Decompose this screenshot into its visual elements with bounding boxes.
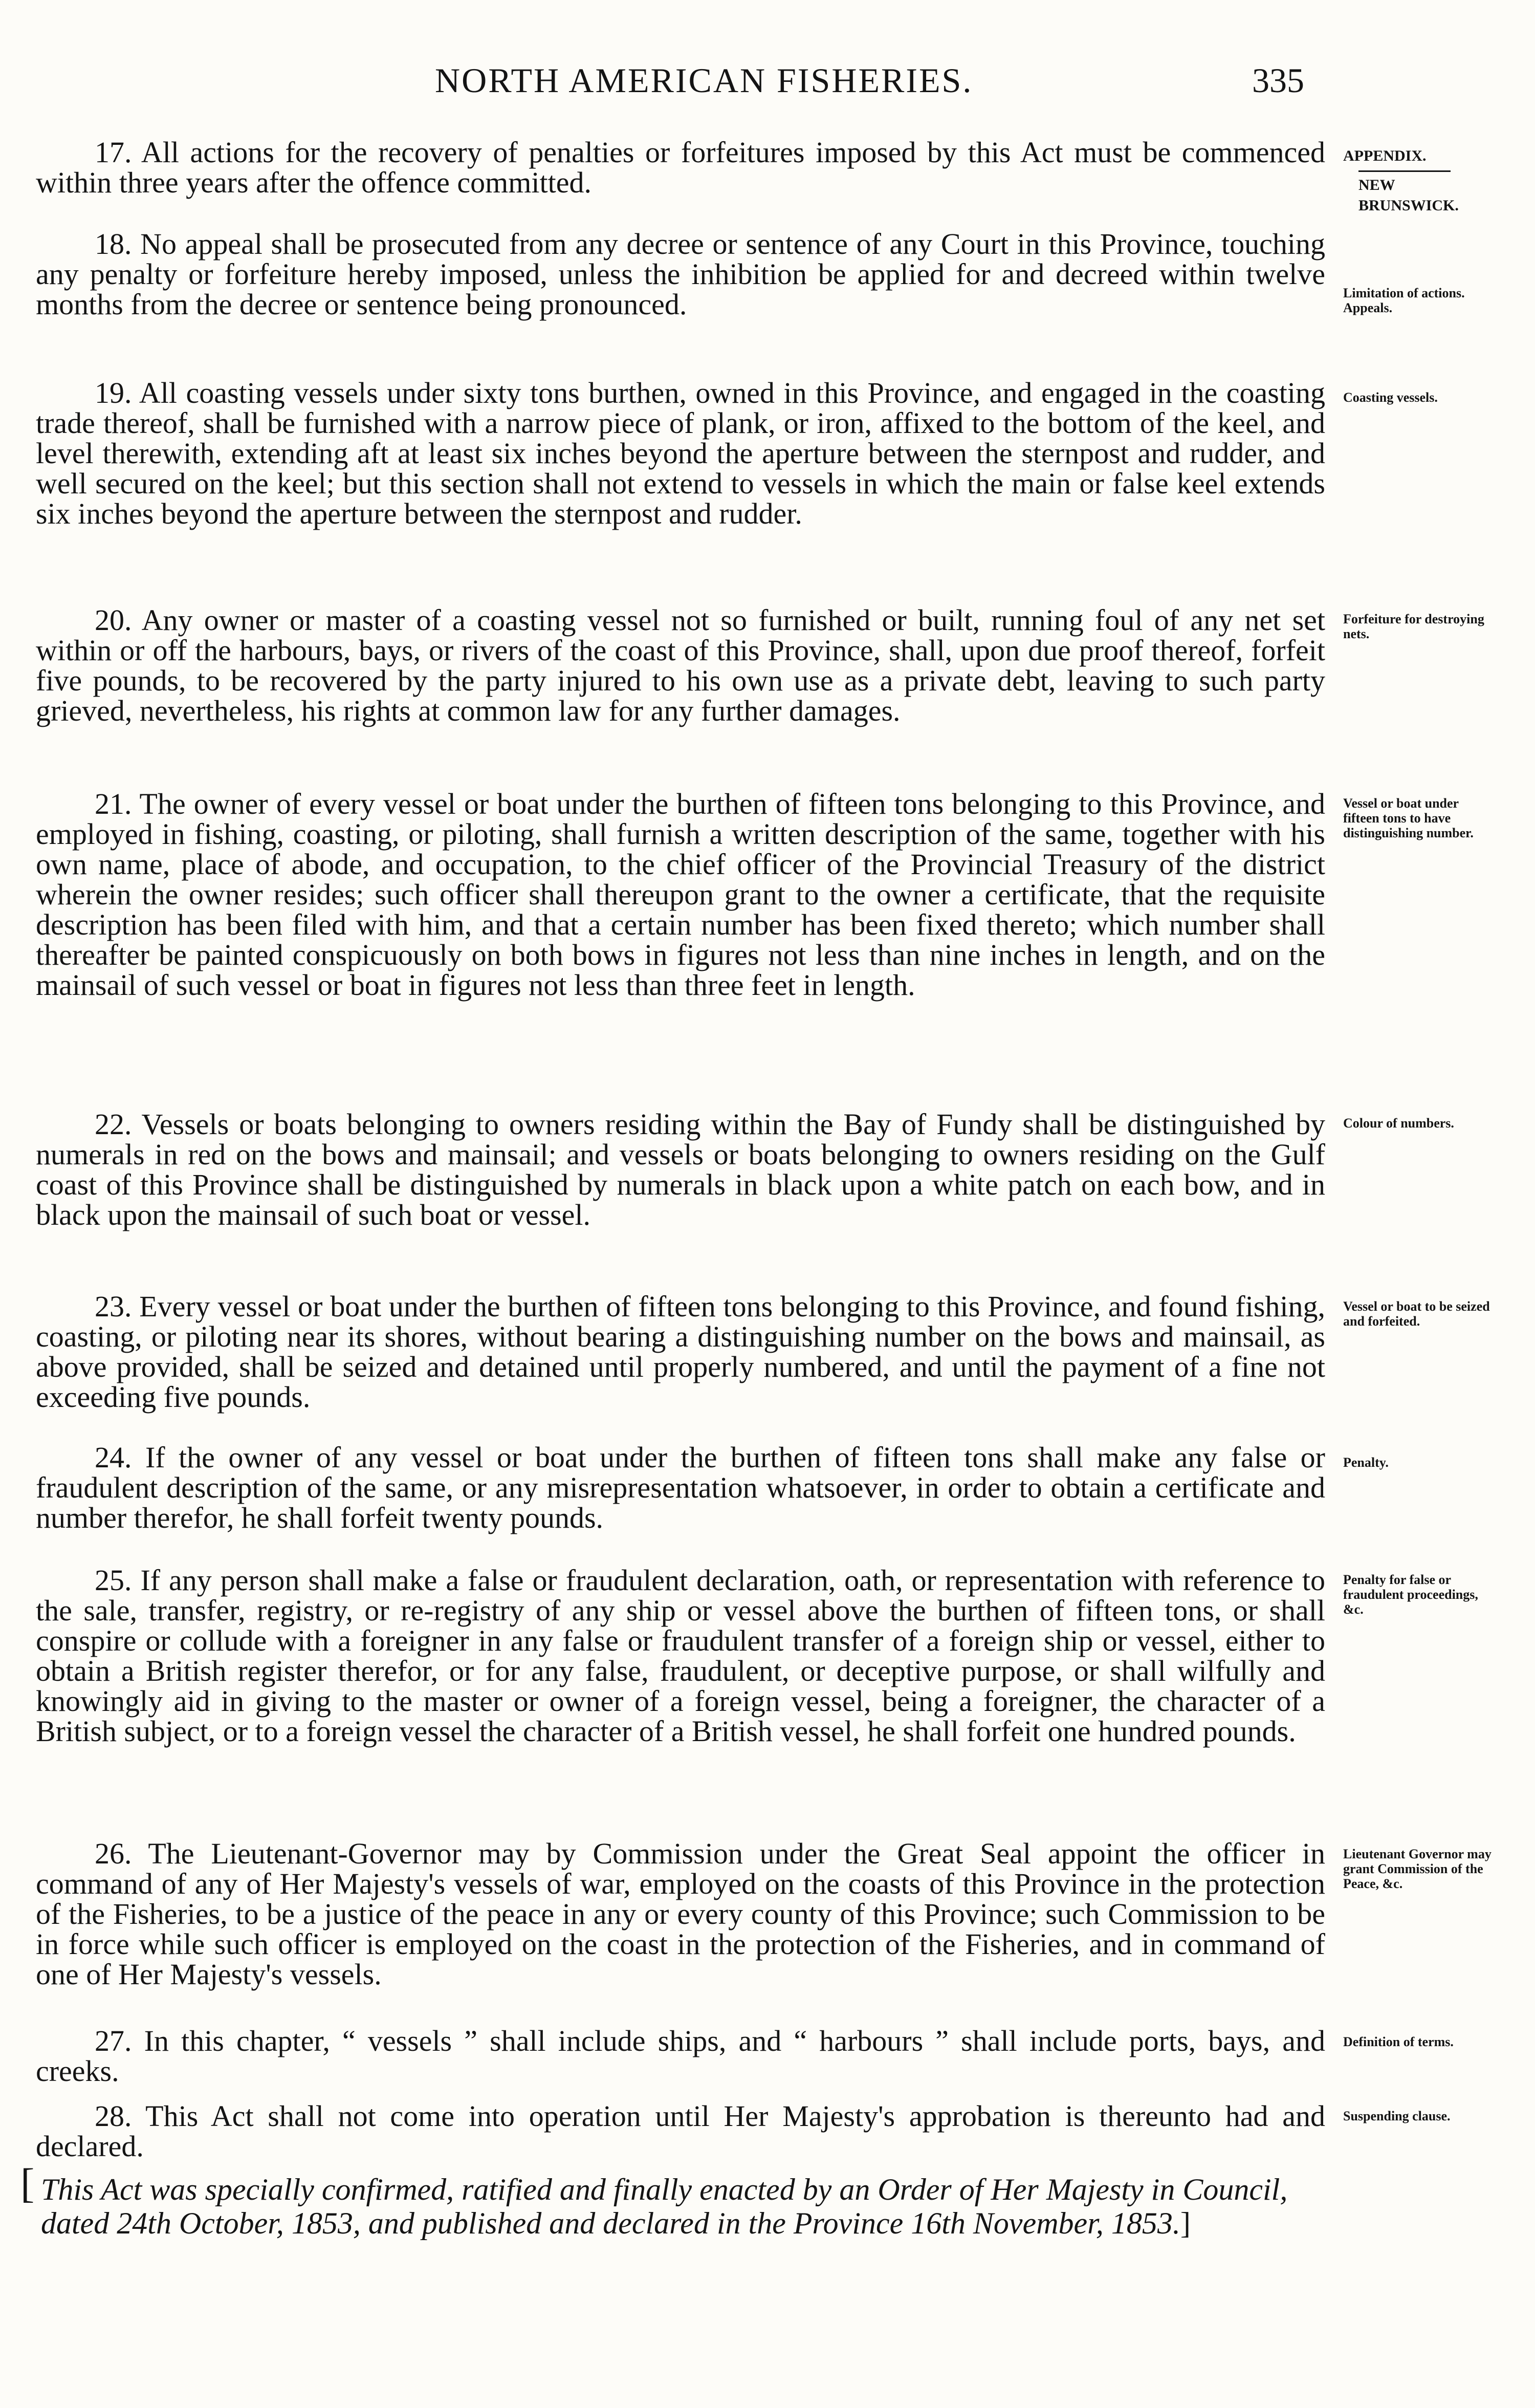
section-text: 23. Every vessel or boat under the burthen of fifteen tons belonging to this Province, and found fishing, coasting, or piloting near its shores, without bearing a distinguishing number on the bows and mainsail, as above provided, shall be seized and detained until properly numbered, and until the payment of a fine not exceeding five pounds. bbox=[36, 1290, 1325, 1414]
section-text: 26. The Lieutenant-Governor may by Commission under the Great Seal appoint the officer in command of any of Her Majesty's vessels of war, employed on the coasts of this Province in the protection of the Fisheries, to be a justice of the peace in any or every county of this Province; such Commission to be in force while such officer is employed on the coast in the protection of the Fisheries, and in command of one of Her Majesty's vessels. bbox=[36, 1837, 1325, 1991]
margin-note: Definition of terms. bbox=[1343, 2034, 1454, 2049]
margin-note: Suspending clause. bbox=[1343, 2109, 1451, 2123]
margin-note: Forfeiture for destroying nets. bbox=[1343, 612, 1484, 641]
section-text: 22. Vessels or boats belonging to owners residing within the Bay of Fundy shall be distinguished by numerals in red on the bows and mainsail; and vessels or boats belonging to owners residing on the Gulf coast of this Province shall be distinguished by numerals in black upon a white patch on each bow, and in black upon the mainsail of such boat or vessel. bbox=[36, 1108, 1325, 1231]
margin-note: Colour of numbers. bbox=[1343, 1116, 1454, 1131]
margin-note-appendix bbox=[1343, 146, 1497, 216]
margin-note: Penalty for false or fraudulent proceedings, &c. bbox=[1343, 1572, 1478, 1617]
closing-note bbox=[20, 2160, 1351, 2240]
section-text: 18. No appeal shall be prosecuted from any decree or sentence of any Court in this Province, touching any penalty or forfeiture hereby imposed, unless the inhibition be applied for and decreed within twelve months from the decree or sentence being pronounced. bbox=[36, 227, 1325, 321]
margin-note: Vessel or boat to be seized and forfeited. bbox=[1343, 1299, 1490, 1329]
close-bracket: ] bbox=[1180, 2206, 1191, 2240]
section-text: 21. The owner of every vessel or boat under the burthen of fifteen tons belonging to this Province, and employed in fishing, coasting, or piloting, shall furnish a written description of the same, together with his own name, place of abode, and occupation, to the chief officer of the Provincial Treasury of the district wherein the owner resides; such officer shall thereupon grant to the owner a certificate, that the requisite description has been filed with him, and that a certain number has been fixed thereto; which number shall thereafter be painted conspicuously on both bows in figures not less than nine inches in length, and on the mainsail of such vessel or boat in figures not less than three feet in length. bbox=[36, 787, 1325, 1002]
appendix-label: APPENDIX. bbox=[1343, 147, 1427, 164]
province-label: NEW BRUNSWICK. bbox=[1358, 177, 1459, 214]
page-header bbox=[0, 0, 1535, 159]
section-text: 28. This Act shall not come into operation until Her Majesty's approbation is thereunto had and declared. bbox=[36, 2099, 1325, 2163]
closing-note-text: This Act was specially confirmed, ratified and finally enacted by an Order of Her Majesty in Council, dated 24th October, 1853, and published and declared in the Province 16th November, 1853. bbox=[41, 2173, 1288, 2240]
open-bracket: [ bbox=[20, 2160, 35, 2206]
section-text: 20. Any owner or master of a coasting vessel not so furnished or built, running foul of any net set within or off the harbours, bays, or rivers of the coast of this Province, shall, upon due proof thereof, forfeit five pounds, to be recovered by the party injured to his own use as a private debt, leaving to such party grieved, nevertheless, his rights at common law for any further damages. bbox=[36, 603, 1325, 727]
margin-note: Limitation of actions. Appeals. bbox=[1343, 286, 1465, 315]
section-text: 19. All coasting vessels under sixty tons burthen, owned in this Province, and engaged in the coasting trade thereof, shall be furnished with a narrow piece of plank, or iron, affixed to the bottom of the keel, and level therewith, extending aft at least six inches beyond the aperture between the sternpost and rudder, and well secured on the keel; but this section shall not extend to vessels in which the main or false keel extends six inches beyond the aperture between the sternpost and rudder. bbox=[36, 376, 1325, 530]
margin-note: Vessel or boat under fifteen tons to have distinguishing number. bbox=[1343, 796, 1474, 840]
section-text: 25. If any person shall make a false or fraudulent declaration, oath, or representation with reference to the sale, transfer, registry, or re-registry of any ship or vessel above the burthen of fifteen tons, or shall conspire or collude with a foreigner in any false or fraudulent transfer of a foreign ship or vessel, either to obtain a British register therefor, or for any false, fraudulent, or deceptive purpose, or shall wilfully and knowingly aid in giving to the master or owner of a foreign vessel, being a foreigner, the character of a British subject, or to a foreign vessel the character of a British vessel, he shall forfeit one hundred pounds. bbox=[36, 1564, 1325, 1748]
page-number: 335 bbox=[1252, 61, 1304, 100]
section-text: 17. All actions for the recovery of penalties or forfeitures imposed by this Act must be commenced within three years after the offence committed. bbox=[36, 136, 1325, 199]
running-head: NORTH AMERICAN FISHERIES. bbox=[435, 61, 973, 100]
section-text: 24. If the owner of any vessel or boat under the burthen of fifteen tons shall make any false or fraudulent description of the same, or any misrepresentation whatsoever, in order to obtain a certificate and number therefor, he shall forfeit twenty pounds. bbox=[36, 1441, 1325, 1534]
margin-note: Coasting vessels. bbox=[1343, 390, 1438, 405]
margin-divider bbox=[1358, 170, 1451, 172]
margin-note: Penalty. bbox=[1343, 1455, 1389, 1470]
section-text: 27. In this chapter, “ vessels ” shall include ships, and “ harbours ” shall include ports, bays, and creeks. bbox=[36, 2024, 1325, 2088]
margin-note: Lieutenant Governor may grant Commission of the Peace, &c. bbox=[1343, 1847, 1492, 1891]
